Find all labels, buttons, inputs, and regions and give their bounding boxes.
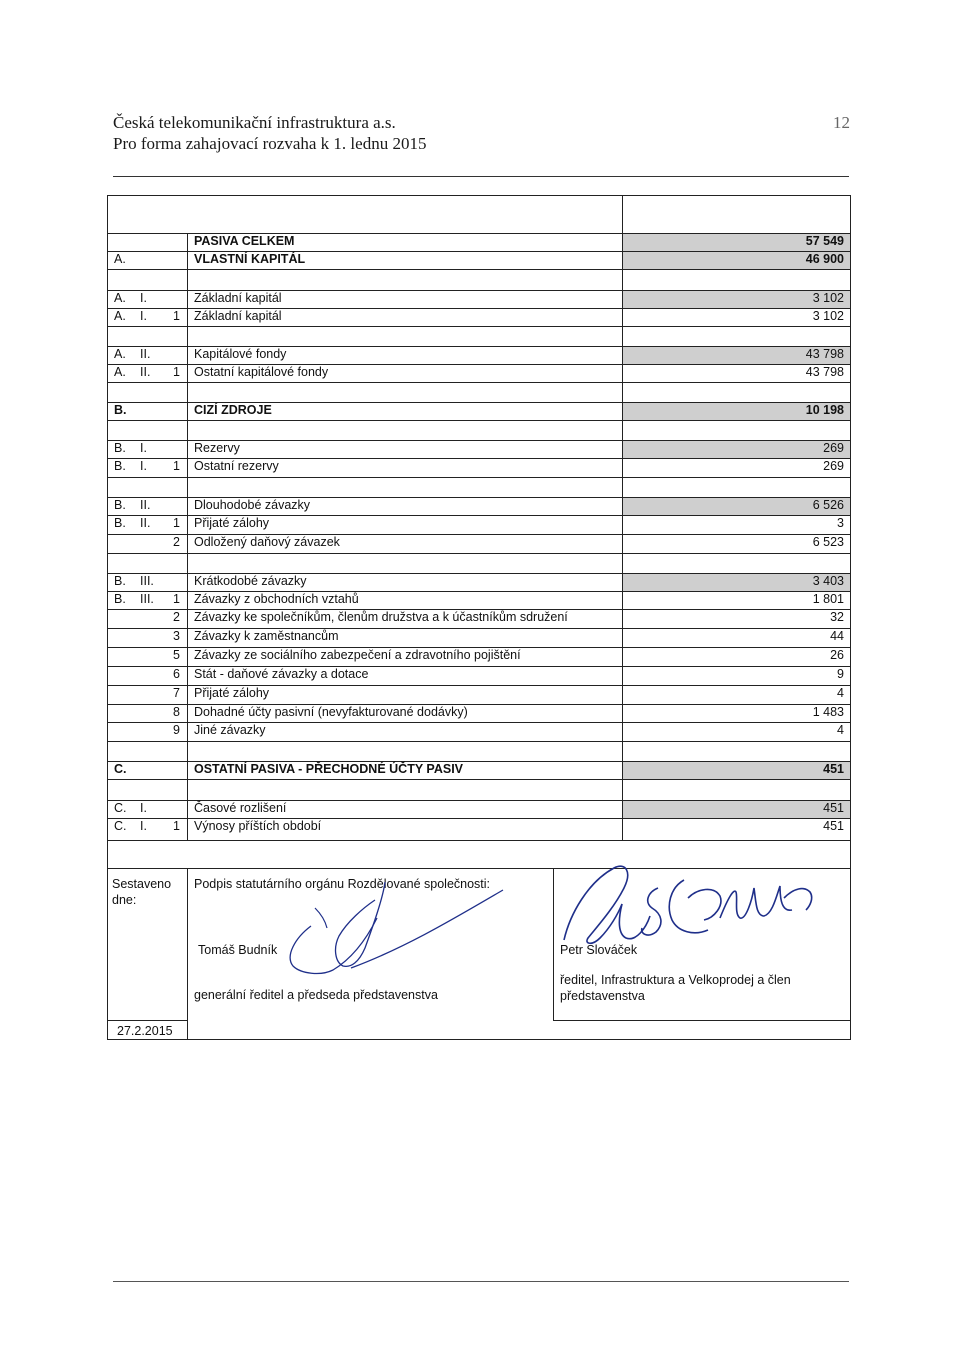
row-label: PASIVA CELKEM: [194, 234, 295, 248]
row-code-section: B.: [114, 516, 126, 530]
signatory-2-name: Petr Slováček: [560, 943, 638, 957]
row-value: 26: [830, 648, 844, 662]
row-line: [107, 382, 851, 383]
row-line: [107, 420, 851, 421]
row-value: 451: [823, 762, 844, 776]
row-code-section: A.: [114, 291, 126, 305]
row-value: 46 900: [805, 252, 844, 266]
row-value: 269: [823, 441, 844, 455]
row-line: [107, 840, 851, 841]
row-line: [107, 477, 851, 478]
document-subtitle: Pro forma zahajovací rozvaha k 1. lednu 2015: [113, 134, 427, 153]
row-code-section: C.: [114, 762, 127, 776]
row-code-item: 1: [173, 819, 180, 833]
row-label: Závazky ke společníkům, členům družstva a k účastníkům sdružení: [194, 610, 568, 624]
row-value: 43 798: [805, 347, 844, 361]
row-label: Závazky ze sociálního zabezpečení a zdravotního pojištění: [194, 648, 521, 662]
row-code-item: 6: [173, 667, 180, 681]
col-divider-right: [622, 195, 623, 840]
row-label: Odložený daňový závazek: [194, 535, 340, 549]
prepared-label: Sestaveno dne:: [112, 877, 172, 907]
row-value: 451: [823, 801, 844, 815]
row-label: VLASTNÍ KAPITÁL: [194, 252, 306, 266]
row-line: [107, 779, 851, 780]
row-label: Základní kapitál: [194, 291, 282, 305]
signatory-1-role: generální ředitel a předseda představenstva: [194, 988, 438, 1002]
row-label: Závazky k zaměstnancům: [194, 629, 339, 643]
row-label: OSTATNÍ PASIVA - PŘECHODNÉ ÚČTY PASIV: [194, 762, 464, 776]
row-value: 4: [837, 686, 844, 700]
row-value: 57 549: [805, 234, 844, 248]
row-code-group: III.: [140, 592, 154, 606]
shade-ostatni-pasiva: [622, 761, 850, 779]
row-label: CIZÍ ZDROJE: [194, 403, 272, 417]
row-code-section: C.: [114, 819, 127, 833]
row-value: 32: [830, 610, 844, 624]
prepared-date: 27.2.2015: [117, 1024, 173, 1038]
row-label: Časové rozlišení: [194, 801, 287, 815]
row-value: 6 526: [812, 498, 844, 512]
row-code-section: A.: [114, 309, 126, 323]
row-label: Rezervy: [194, 441, 240, 455]
row-label: Dohadné účty pasivní (nevyfakturované dodávky): [194, 705, 468, 719]
row-code-section: A.: [114, 252, 126, 266]
signature-slovacek: [548, 858, 818, 958]
row-code-group: II.: [140, 347, 151, 361]
row-value: 44: [830, 629, 844, 643]
row-line: [107, 326, 851, 327]
row-label: Jiné závazky: [194, 723, 266, 737]
row-code-item: 1: [173, 459, 180, 473]
row-label: Stát - daňové závazky a dotace: [194, 667, 369, 681]
row-value: 43 798: [805, 365, 844, 379]
row-code-item: 7: [173, 686, 180, 700]
row-code-group: I.: [140, 459, 147, 473]
row-code-group: III.: [140, 574, 154, 588]
row-code-item: 5: [173, 648, 180, 662]
row-label: Ostatní rezervy: [194, 459, 279, 473]
row-code-section: B.: [114, 574, 126, 588]
row-value: 269: [823, 459, 844, 473]
row-code-item: 1: [173, 592, 180, 606]
row-code-item: 9: [173, 723, 180, 737]
row-code-item: 2: [173, 535, 180, 549]
row-line: [553, 1020, 851, 1021]
header-divider: [113, 176, 849, 177]
footer-divider: [113, 1281, 849, 1282]
company-name: Česká telekomunikační infrastruktura a.s.: [113, 113, 396, 132]
row-value: 3 102: [812, 291, 844, 305]
row-code-item: 8: [173, 705, 180, 719]
row-value: 451: [823, 819, 844, 833]
row-code-section: B.: [114, 459, 126, 473]
row-value: 1 483: [812, 705, 844, 719]
row-code-group: I.: [140, 819, 147, 833]
row-label: Přijaté zálohy: [194, 516, 270, 530]
row-code-group: II.: [140, 498, 151, 512]
row-label: Ostatní kapitálové fondy: [194, 365, 329, 379]
row-value: 6 523: [812, 535, 844, 549]
row-code-group: I.: [140, 801, 147, 815]
col-divider-left: [187, 233, 188, 840]
signatory-1-name: Tomáš Budník: [198, 943, 278, 957]
row-label: Krátkodobé závazky: [194, 574, 307, 588]
row-line: [107, 1020, 187, 1021]
row-code-section: B.: [114, 592, 126, 606]
row-label: Výnosy příštích období: [194, 819, 322, 833]
row-code-item: 1: [173, 516, 180, 530]
row-line: [107, 553, 851, 554]
row-code-section: B.: [114, 498, 126, 512]
row-code-item: 1: [173, 365, 180, 379]
row-code-group: II.: [140, 365, 151, 379]
row-code-section: C.: [114, 801, 127, 815]
row-label: Závazky z obchodních vztahů: [194, 592, 359, 606]
row-value: 10 198: [805, 403, 844, 417]
row-label: Přijaté zálohy: [194, 686, 270, 700]
row-line: [107, 269, 851, 270]
row-value: 3 102: [812, 309, 844, 323]
row-label: Základní kapitál: [194, 309, 282, 323]
row-line: [107, 741, 851, 742]
signatory-2-role: ředitel, Infrastruktura a Velkoprodej a člen představenstva: [560, 973, 791, 1003]
shade-rezervy: [622, 440, 850, 458]
row-code-item: 3: [173, 629, 180, 643]
row-code-section: B.: [114, 441, 126, 455]
row-code-group: I.: [140, 441, 147, 455]
row-value: 9: [837, 667, 844, 681]
row-code-group: I.: [140, 291, 147, 305]
signature-caption: Podpis statutárního orgánu Rozdělované společnosti:: [194, 877, 491, 891]
row-code-group: II.: [140, 516, 151, 530]
row-value: 3 403: [812, 574, 844, 588]
row-label: Kapitálové fondy: [194, 347, 287, 361]
row-code-section: B.: [114, 403, 127, 417]
page-number: 12: [833, 113, 850, 132]
sig-divider-left: [187, 868, 188, 1040]
signature-budnik: [255, 878, 515, 978]
row-value: 3: [837, 516, 844, 530]
row-code-item: 2: [173, 610, 180, 624]
row-code-group: I.: [140, 309, 147, 323]
row-code-section: A.: [114, 365, 126, 379]
row-code-item: 1: [173, 309, 180, 323]
shade-casove-rozliseni: [622, 800, 850, 818]
row-label: Dlouhodobé závazky: [194, 498, 311, 512]
row-value: 4: [837, 723, 844, 737]
row-value: 1 801: [812, 592, 844, 606]
row-code-section: A.: [114, 347, 126, 361]
